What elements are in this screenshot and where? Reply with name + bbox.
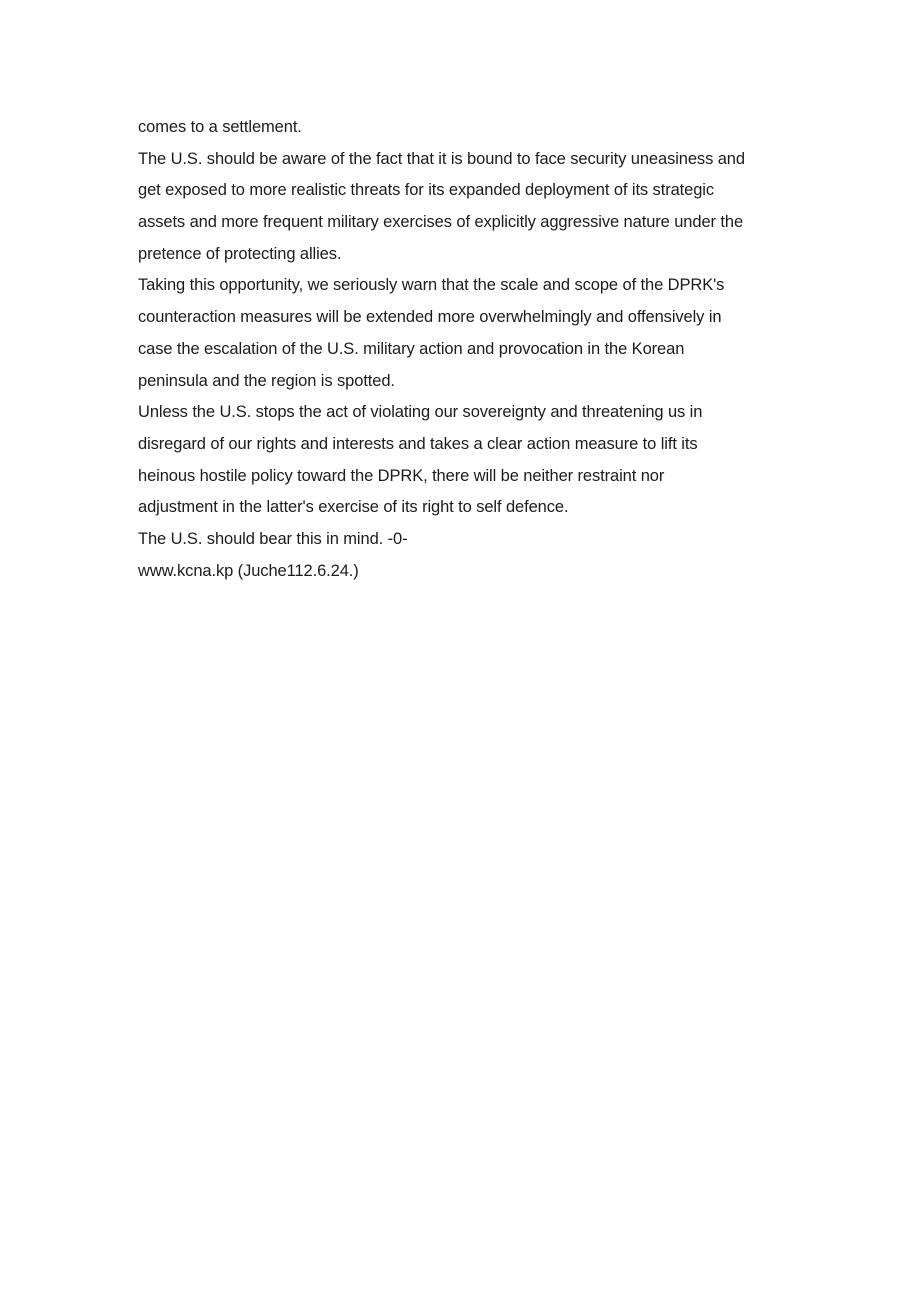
text-line: peninsula and the region is spotted. bbox=[138, 371, 395, 390]
text-line: The U.S. should bear this in mind. -0- bbox=[138, 529, 408, 548]
text-line: counteraction measures will be extended more overwhelmingly and offensively in bbox=[138, 308, 722, 327]
paragraph bbox=[138, 524, 778, 556]
text-line: assets and more frequent military exercises of explicitly aggressive nature under the bbox=[138, 213, 744, 232]
text-line: adjustment in the latter's exercise of its right to self defence. bbox=[138, 498, 569, 517]
text-line: pretence of protecting allies. bbox=[138, 244, 342, 263]
text-line: Taking this opportunity, we seriously warn that the scale and scope of the DPRK's bbox=[138, 276, 725, 295]
paragraph bbox=[138, 144, 778, 271]
paragraph bbox=[138, 270, 778, 397]
text-line: comes to a settlement. bbox=[138, 118, 302, 136]
article-body-text bbox=[138, 112, 778, 587]
text-line: The U.S. should be aware of the fact that it is bound to face security uneasiness and bbox=[138, 149, 745, 168]
text-line: disregard of our rights and interests and takes a clear action measure to lift its bbox=[138, 434, 698, 453]
text-line: Unless the U.S. stops the act of violating our sovereignty and threatening us in bbox=[138, 403, 703, 422]
text-line: heinous hostile policy toward the DPRK, there will be neither restraint nor bbox=[138, 466, 665, 485]
paragraph bbox=[138, 556, 778, 588]
text-line: get exposed to more realistic threats for its expanded deployment of its strategic bbox=[138, 181, 715, 200]
text-line: case the escalation of the U.S. military action and provocation in the Korean bbox=[138, 339, 685, 358]
paragraph bbox=[138, 397, 778, 524]
paragraph bbox=[138, 112, 778, 144]
text-line: www.kcna.kp (Juche112.6.24.) bbox=[138, 561, 359, 580]
